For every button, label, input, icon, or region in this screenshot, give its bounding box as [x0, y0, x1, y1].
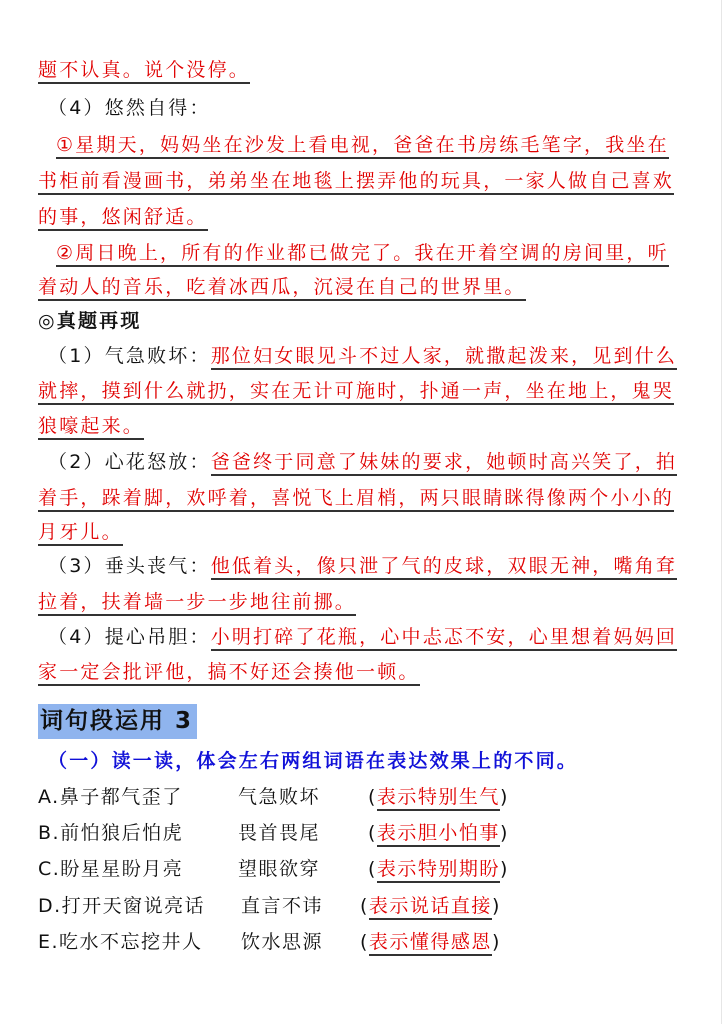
idiom-label-youran: （4）悠然自得：: [48, 97, 211, 119]
answer-line: 月牙儿。: [38, 519, 123, 545]
example-line: 着动人的音乐，吃着冰西瓜，沉浸在自己的世界里。: [38, 274, 526, 300]
answer-line: 就摔，摸到什么就扔，实在无计可施时，扑通一声，坐在地上，鬼哭: [38, 378, 674, 404]
example-line: 的事，悠闲舒适。: [38, 204, 208, 230]
answer-line: 家一定会批评他，搞不好还会揍他一顿。: [38, 659, 420, 685]
zhenti-item-2: （2）心花怒放：爸爸终于同意了妹妹的要求，她顿时高兴笑了，拍: [48, 449, 677, 475]
comparison-row: C.盼星星盼月亮 望眼欲穿 (表示特别期盼): [38, 856, 183, 882]
comparison-row: D.打开天窗说亮话 直言不讳 (表示说话直接): [38, 893, 205, 919]
continuation-line: [38, 57, 250, 83]
example-line: ①星期天，妈妈坐在沙发上看电视，爸爸在书房练毛笔字，我坐在: [56, 132, 669, 158]
answer-line: 狼嚎起来。: [38, 413, 144, 439]
zhenti-item-1: （1）气急败坏：那位妇女眼见斗不过人家，就撒起泼来，见到什么: [48, 343, 677, 369]
zhenti-item-4: （4）提心吊胆：小明打碎了花瓶，心中忐忑不安，心里想着妈妈回: [48, 624, 677, 650]
instruction-text: （一）读一读，体会左右两组词语在表达效果上的不同。: [48, 750, 579, 772]
example-line: ②周日晚上，所有的作业都已做完了。我在开着空调的房间里，听: [56, 240, 669, 266]
comparison-row: B.前怕狼后怕虎 畏首畏尾 (表示胆小怕事): [38, 820, 183, 846]
answer-text: 题不认真。说个没停。: [38, 59, 250, 84]
zhenti-title: ◎真题再现: [38, 310, 142, 332]
answer-line: 着手，跺着脚，欢呼着，喜悦飞上眉梢，两只眼睛眯得像两个小小的: [38, 485, 674, 511]
comparison-row: A.鼻子都气歪了 气急败坏 (表示特别生气): [38, 784, 183, 810]
answer-line: 拉着，扶着墙一步一步地往前挪。: [38, 589, 356, 615]
section-heading: 词句段运用 3: [38, 704, 197, 739]
zhenti-item-3: （3）垂头丧气：他低着头，像只泄了气的皮球，双眼无神，嘴角耷: [48, 553, 677, 579]
example-line: 书柜前看漫画书，弟弟坐在地毯上摆弄他的玩具，一家人做自己喜欢: [38, 168, 674, 194]
comparison-row: E.吃水不忘挖井人 饮水思源 (表示懂得感恩): [38, 929, 203, 955]
page-edge-line: [721, 0, 722, 1024]
